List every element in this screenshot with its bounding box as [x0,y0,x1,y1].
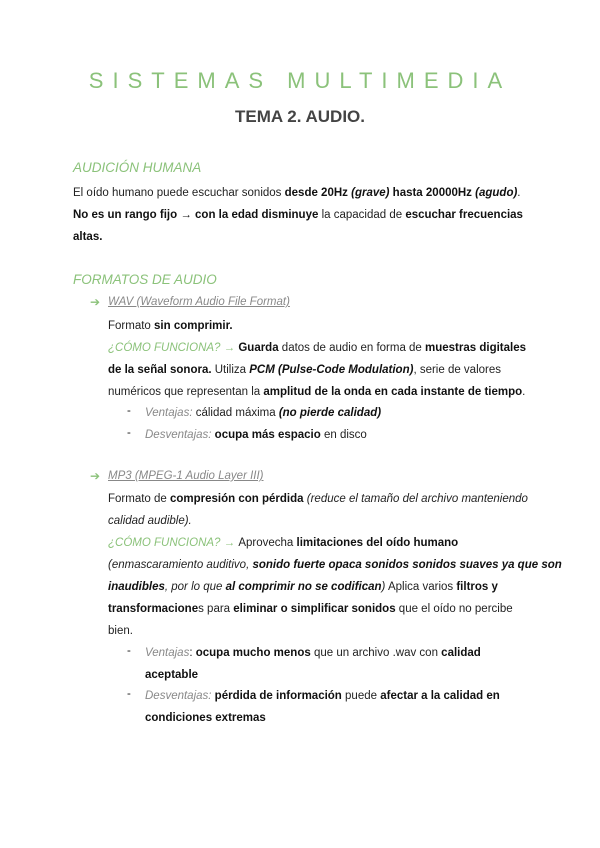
text-run: calidad audible). [108,515,192,527]
wav-ventajas [145,405,381,421]
text-run: bien. [108,625,133,637]
text-run [249,364,413,376]
text-run: . [517,187,521,199]
text-run: altas. [73,231,103,243]
mp3-como-line-1 [108,535,458,551]
text-run: ocupa más espacio [211,429,321,441]
mp3-format-line-1 [108,491,528,507]
text-run: filtros y [456,581,498,593]
section-heading-audicion: AUDICIÓN HUMANA [73,160,202,175]
text-run: El oído humano puede escuchar sonidos [73,187,285,199]
arrow-bullet-icon: ➔ [90,469,101,483]
text-run [108,581,165,593]
text-run: compresión con pérdida [170,493,304,505]
mp3-ventajas-line-1 [145,645,481,661]
mp3-ventajas-line-2 [145,667,198,683]
text-run: (reduce el tamaño del archivo manteniendo [303,493,528,505]
text-run: Guarda [238,342,279,354]
text-run: Aprovecha [238,537,297,549]
mp3-como-line-3 [108,579,498,595]
mp3-como-line-2 [108,557,562,573]
text-run: Ventajas: [145,407,193,419]
mp3-desventajas-line-1 [145,688,500,704]
wav-heading: WAV (Waveform Audio File Format) [108,296,290,308]
text-run: Formato de [108,493,170,505]
text-run: calidad [441,647,481,659]
text-run: eliminar o simplificar sonidos [233,603,396,615]
wav-como-line-1 [108,340,526,356]
text-run: la capacidad de [318,209,406,221]
text-run: amplitud de la onda en cada instante de tiempo [263,386,523,398]
text-run: inaudibles [108,581,165,593]
text-run: condiciones extremas [145,712,266,724]
text-run: . [522,386,526,398]
text-run: (agudo) [475,187,518,199]
text-run: Formato [108,320,155,332]
text-run: aceptable [145,669,199,681]
dash-bullet: - [127,645,131,657]
text-run: que un archivo .wav con [310,647,442,659]
audicion-line-1 [73,185,521,201]
text-run: PCM (Pulse-Code Modulation) [249,364,414,376]
text-run [252,559,561,571]
dash-bullet: - [127,688,131,700]
text-run: puede [341,690,381,702]
text-run: pérdida de información [211,690,342,702]
text-run: Aplica varios [385,581,457,593]
section-heading-formatos: FORMATOS DE AUDIO [73,272,217,287]
wav-desventajas [145,427,367,443]
text-run: : [189,647,196,659]
text-run: , serie de valores [413,364,502,376]
text-run [351,187,389,199]
text-run: , por lo que [164,581,226,593]
text-run [226,581,382,593]
text-run: al comprimir no se codifican [225,581,382,593]
document-subtitle: TEMA 2. AUDIO. [234,107,366,126]
text-run: No es un rango fijo → con la edad disminuye [73,209,319,221]
text-run: ocupa mucho menos [195,647,311,659]
text-run: escuchar frecuencias [405,209,523,221]
text-run [279,407,381,419]
wav-como-line-3 [108,384,525,400]
text-run: que el oído no percibe [395,603,513,615]
wav-format-line [108,318,233,334]
text-run: Desventajas: [145,429,212,441]
text-run: sin comprimir. [154,320,233,332]
dash-bullet: - [127,405,131,417]
text-run: numéricos que representan la [108,386,264,398]
text-run: Utiliza [211,364,250,376]
text-run: de la señal sonora. [108,364,212,376]
audicion-line-2 [73,207,523,223]
mp3-format-line-2 [108,513,192,529]
text-run: Ventajas [145,647,190,659]
text-run: desde 20Hz [284,187,352,199]
dash-bullet: - [127,427,131,439]
text-run: (grave) [351,187,390,199]
text-run: cálidad máxima [192,407,279,419]
arrow-bullet-icon: ➔ [90,295,101,309]
text-run [475,187,517,199]
mp3-como-line-4 [108,601,513,617]
text-run: sonido fuerte opaca sonidos sonidos suaves ya que son [252,559,562,571]
text-run: hasta 20000Hz [389,187,476,199]
text-run: (no pierde calidad) [278,407,382,419]
document-title: SISTEMAS MULTIMEDIA [88,68,512,93]
wav-como-line-2 [108,362,501,378]
mp3-heading: MP3 (MPEG-1 Audio Layer III) [108,470,264,482]
text-run: ¿CÓMO FUNCIONA? → [108,537,239,549]
text-run: muestras digitales [425,342,526,354]
text-run: ¿CÓMO FUNCIONA? → [108,342,239,354]
text-run: ) [381,581,386,593]
mp3-desventajas-line-2 [145,710,266,726]
text-run: (enmascaramiento auditivo, [108,559,253,571]
text-run: datos de audio en forma de [278,342,426,354]
text-run: s para [198,603,234,615]
audicion-line-3 [73,229,102,245]
text-run: Desventajas: [145,690,212,702]
text-run: transformacione [108,603,199,615]
mp3-como-line-5 [108,623,133,639]
text-run: afectar a la calidad en [380,690,500,702]
text-run: en disco [320,429,367,441]
text-run: limitaciones del oído humano [296,537,459,549]
